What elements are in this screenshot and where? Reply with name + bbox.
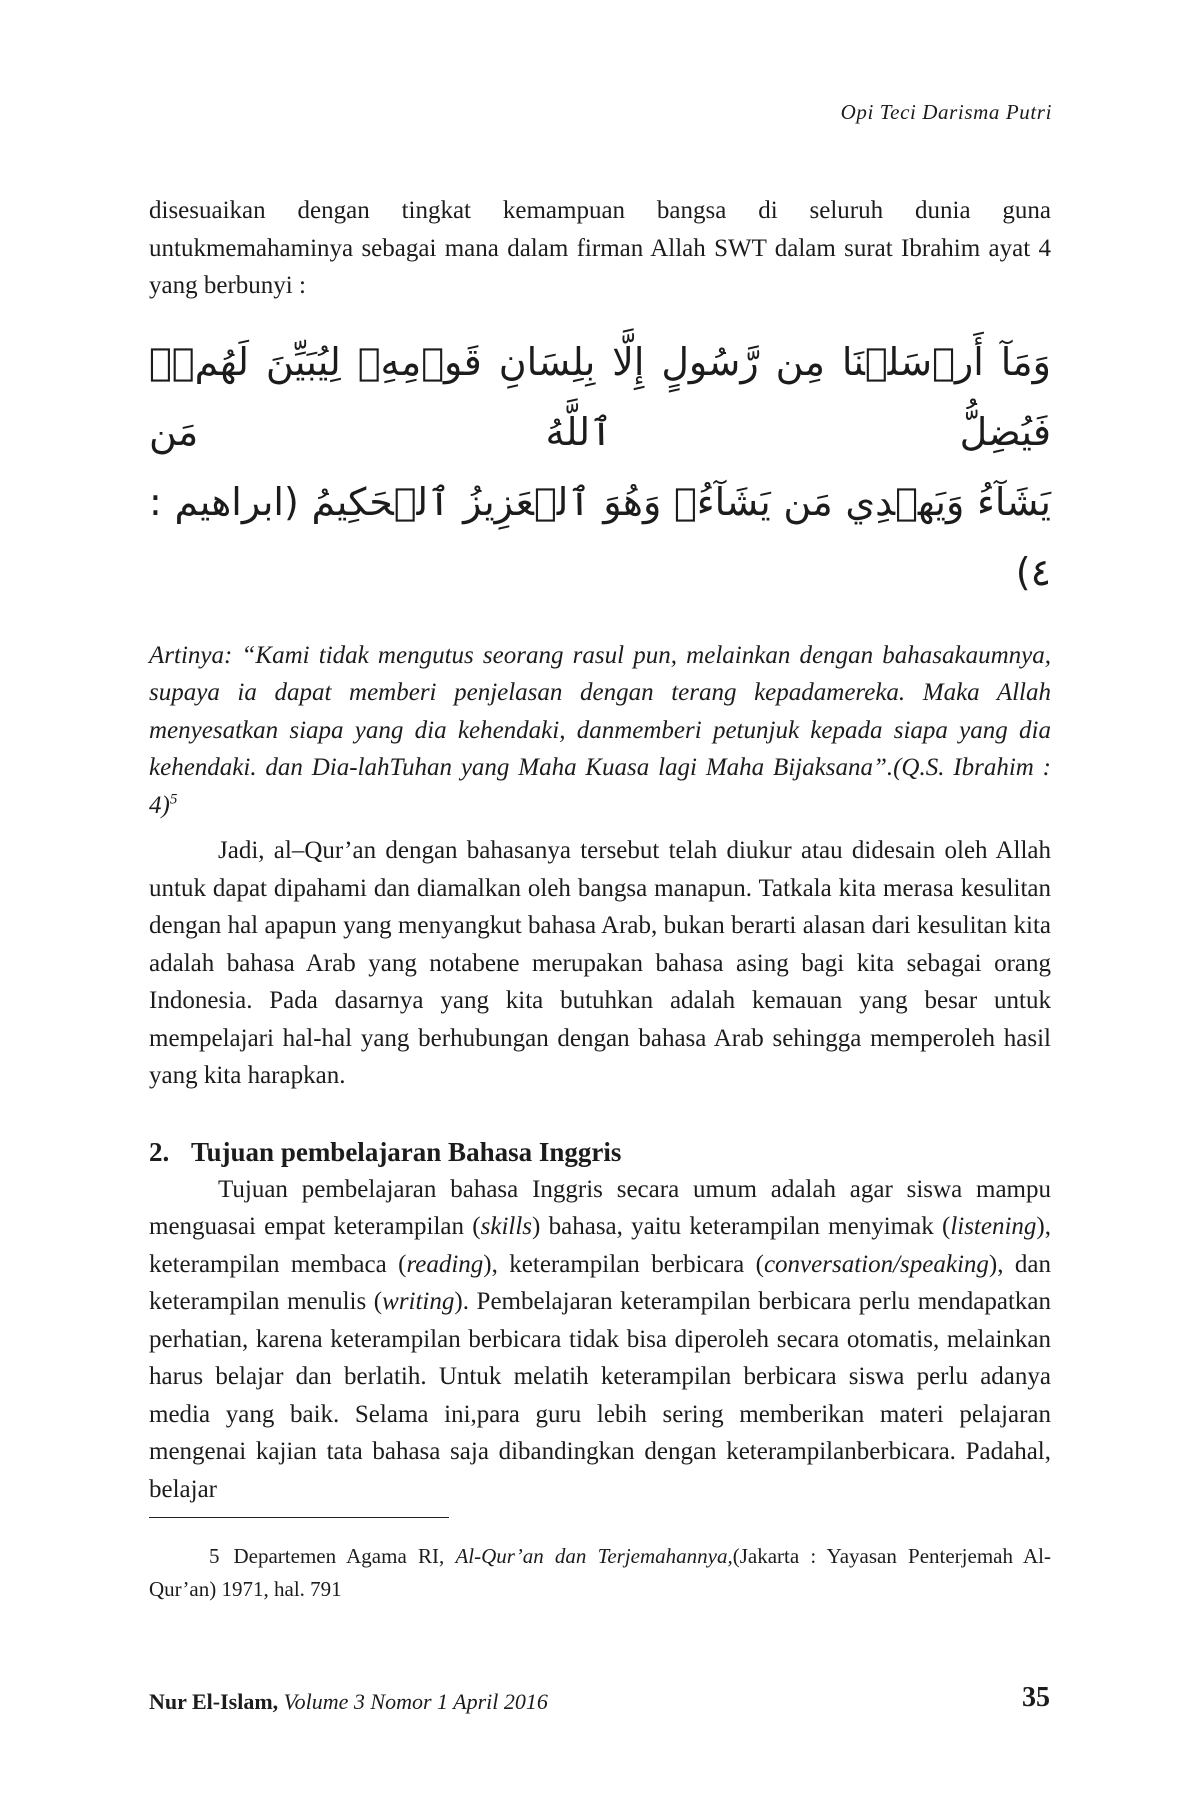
footnote <box>149 1540 1051 1606</box>
intro-paragraph: disesuaikan dengan tingkat kemampuan bangsa di seluruh dunia guna untukmemahaminya sebagai mana dalam firman Allah SWT dalam surat Ibrahim ayat 4 yang berbunyi : <box>149 197 1051 299</box>
term-skills: skills <box>480 1213 533 1240</box>
paragraph-2-text-f: ). Pembelajaran keterampilan berbicara perlu mendapatkan perhatian, karena keterampilan berbicara tidak bisa diperoleh secara otomatis, melainkan harus belajar dan berlatih. Untuk melatih keterampilan berbicara siswa perlu adanya media yang baik. Selama ini,para guru lebih sering memberikan materi pelajaran mengenai kajian tata bahasa saja dibandingkan dengan keterampilanberbicara. Padahal, belajar <box>149 1288 1051 1503</box>
body-paragraph-2 <box>149 1171 1051 1509</box>
term-speaking: conversation/speaking <box>763 1250 989 1278</box>
section-heading <box>149 1133 1051 1171</box>
translation-text: Artinya: “Kami tidak mengutus seorang rasul pun, melainkan dengan bahasakaumnya, supaya ia dapat memberi penjelasan dengan terang kepadamereka. Maka Allah menyesatkan siapa yang dia kehendaki, danmemberi petunjuk kepada siapa yang dia kehendaki. dan Dia-lahTuhan yang Maha Kuasa lagi Maha Bijaksana”. <box>149 641 1051 781</box>
footnote-title: Al-Qur’an dan Terjemahannya, <box>455 1544 733 1568</box>
quran-citation: (ابراهيم : ٤) <box>149 479 1051 594</box>
page-number: 35 <box>1022 1682 1050 1713</box>
section-number: 2. <box>149 1136 170 1167</box>
paragraph-2-text-a: Tujuan pembelajaran bahasa Inggris secara umum adalah agar siswa mampu menguasai empat keterampilan ( <box>149 1175 1051 1240</box>
section-title: Tujuan pembelajaran Bahasa Inggris <box>191 1136 622 1167</box>
paragraph-2-text-e: ), dan keterampilan menulis ( <box>149 1250 1052 1315</box>
paragraph-2-text-b: ) bahasa, yaitu keterampilan menyimak ( <box>532 1213 951 1240</box>
footnote-number: 5 <box>209 1544 220 1568</box>
quran-verse-line-2-text: يَشَآءُ وَيَهۡدِي مَن يَشَآءُۚ وَهُوَ ٱلۡعَزِيزُ ٱلۡحَكِيمُ <box>311 479 1051 524</box>
quran-verse-line-1: وَمَآ أَرۡسَلۡنَا مِن رَّسُولٍ إِلَّا بِلِسَانِ قَوۡمِهِۦ لِيُبَيِّنَ لَهُمۡۖ فَيُضِلُّ ٱللَّهُ مَن <box>149 339 1051 454</box>
term-listening: listening <box>950 1213 1037 1240</box>
verse-translation <box>149 637 1051 825</box>
term-reading: reading <box>406 1250 484 1278</box>
body-paragraph-1: Jadi, al–Qur’an dengan bahasanya tersebut telah diukur atau didesain oleh Allah untuk dapat dipahami dan diamalkan oleh bangsa manapun. Tatkala kita merasa kesulitan dengan hal apapun yang menyangkut bahasa Arab, bukan berarti alasan dari kesulitan kita adalah bahasa Arab yang notabene merupakan bahasa asing bagi kita sebagai orang Indonesia. Pada dasarnya yang kita butuhkan adalah kemauan yang besar untuk mempelajari hal-hal yang berhubungan dengan bahasa Arab sehingga memperoleh hasil yang kita harapkan. <box>149 837 1051 1089</box>
quran-verse-line-2 <box>149 467 1051 607</box>
journal-footer <box>149 1689 548 1715</box>
footnote-divider <box>149 1517 449 1518</box>
footnote-publisher: (Jakarta : Yayasan Penterjemah Al-Qur’an) 1971, hal. 791 <box>149 1544 1052 1601</box>
footnote-mark[interactable]: 5 <box>169 791 178 808</box>
paragraph-2-text-d: ), keterampilan berbicara ( <box>483 1250 764 1278</box>
main-content <box>149 192 1051 1508</box>
paragraph-2-text-c: ), keterampilan membaca ( <box>149 1213 1051 1278</box>
quran-verse <box>149 327 1051 607</box>
term-writing: writing <box>382 1288 455 1315</box>
footnote-author: Departemen Agama RI, <box>233 1544 445 1568</box>
journal-name: Nur El-Islam, <box>149 1689 279 1714</box>
translation-reference: (Q.S. Ibrahim : 4) <box>149 754 1052 819</box>
journal-issue: Volume 3 Nomor 1 April 2016 <box>283 1689 548 1714</box>
running-head-author: Opi Teci Darisma Putri <box>840 100 1052 124</box>
